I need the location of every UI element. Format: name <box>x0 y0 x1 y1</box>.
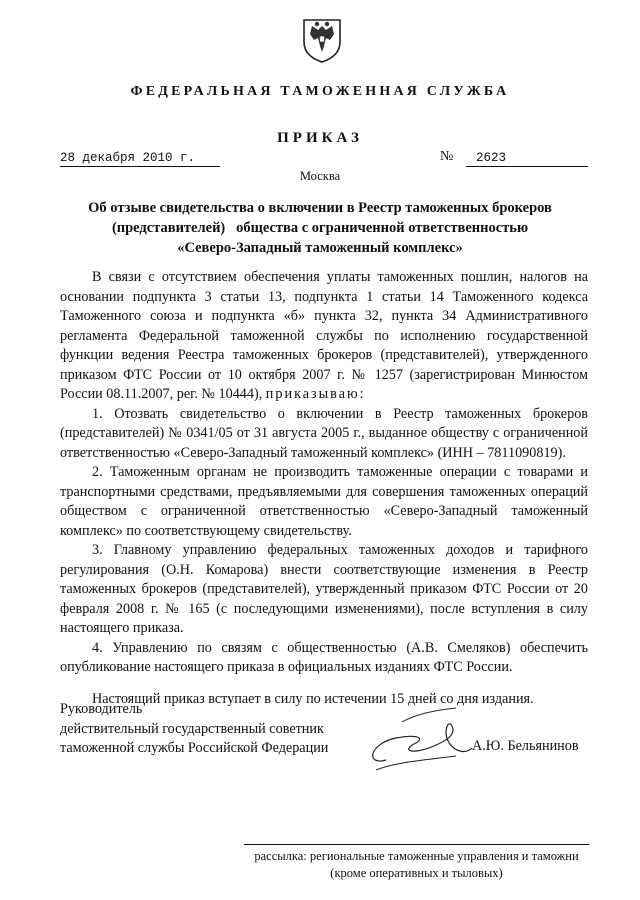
signatory-line-3: таможенной службы Российской Федерации <box>60 740 329 756</box>
order-number: 2623 <box>466 151 588 167</box>
order-word: приказываю: <box>265 386 366 402</box>
preamble-paragraph <box>60 268 588 405</box>
item-2: 2. Таможенным органам не производить таможенные операции с товарами и транспортными средствами, предъявляемыми для совершения таможенных операций обществом с ограниченной ответственностью «Северо-Западный таможенный комплекс» по соответствующему свидетельству. <box>60 464 588 539</box>
mailing-list <box>244 848 589 882</box>
handwritten-signature <box>356 704 476 780</box>
item-4: 4. Управлению по связям с общественностью (А.В. Смеляков) обеспечить опубликование настоящего приказа в официальных изданиях ФТС России. <box>60 639 588 675</box>
signatory-title <box>60 700 328 759</box>
mailing-line-1: рассылка: региональные таможенные управления и таможни <box>254 849 579 863</box>
order-date: 28 декабря 2010 г. <box>60 151 220 167</box>
city: Москва <box>299 169 341 183</box>
mailing-divider <box>244 844 589 845</box>
title-line-2: (представителей) общества с ограниченной ответственностью <box>111 220 529 236</box>
title-line-3: «Северо-Западный таможенный комплекс» <box>177 240 463 256</box>
item-1: 1. Отозвать свидетельство о включении в Реестр таможенных брокеров (представителей) № 0341/05 от 31 августа 2005 г., выданное обществу с ограниченной ответственностью «Северо-Западный таможенный комплекс» (ИНН – 7811090819). <box>60 405 588 461</box>
mailing-line-2: (кроме оперативных и тыловых) <box>330 866 503 880</box>
item-3: 3. Главному управлению федеральных таможенных доходов и тарифного регулирования (О.Н. Комарова) внести соответствующие изменения в Реестр таможенных брокеров (представителей), утвержденный приказом ФТС России от 20 февраля 2008 г. № 165 (с последующими изменениями), после вступления в силу настоящего приказа. <box>60 542 588 636</box>
effective-clause: Настоящий приказ вступает в силу по истечении 15 дней со дня издания. <box>92 690 534 707</box>
coat-of-arms-icon <box>300 14 344 64</box>
agency-name: ФЕДЕРАЛЬНАЯ ТАМОЖЕННАЯ СЛУЖБА <box>130 84 510 99</box>
number-sign: № <box>440 149 454 164</box>
title-line-1: Об отзыве свидетельства о включении в Реестр таможенных брокеров <box>88 200 552 216</box>
signatory-name: А.Ю. Бельянинов <box>472 738 579 754</box>
order-body <box>60 268 588 709</box>
order-title <box>60 198 580 258</box>
preamble-text: В связи с отсутствием обеспечения уплаты таможенных пошлин, налогов на основании подпункта 3 статьи 13, подпункта 1 статьи 14 Таможенного кодекса Таможенного союза и подпункта «б» пункта 32, пункта 34 Административного регламента Федеральной таможенной службы по исполнению государственной функции ведения Реестра таможенных брокеров (представителей), утвержденного приказом ФТС России от 10 октября 2007 г. № 1257 (зарегистрирован Минюстом России 08.11.2007, рег. № 10444), <box>60 269 588 402</box>
document-type: ПРИКАЗ <box>277 130 363 146</box>
signatory-line-2: действительный государственный советник <box>60 720 324 737</box>
signatory-line-1: Руководитель <box>60 701 143 717</box>
